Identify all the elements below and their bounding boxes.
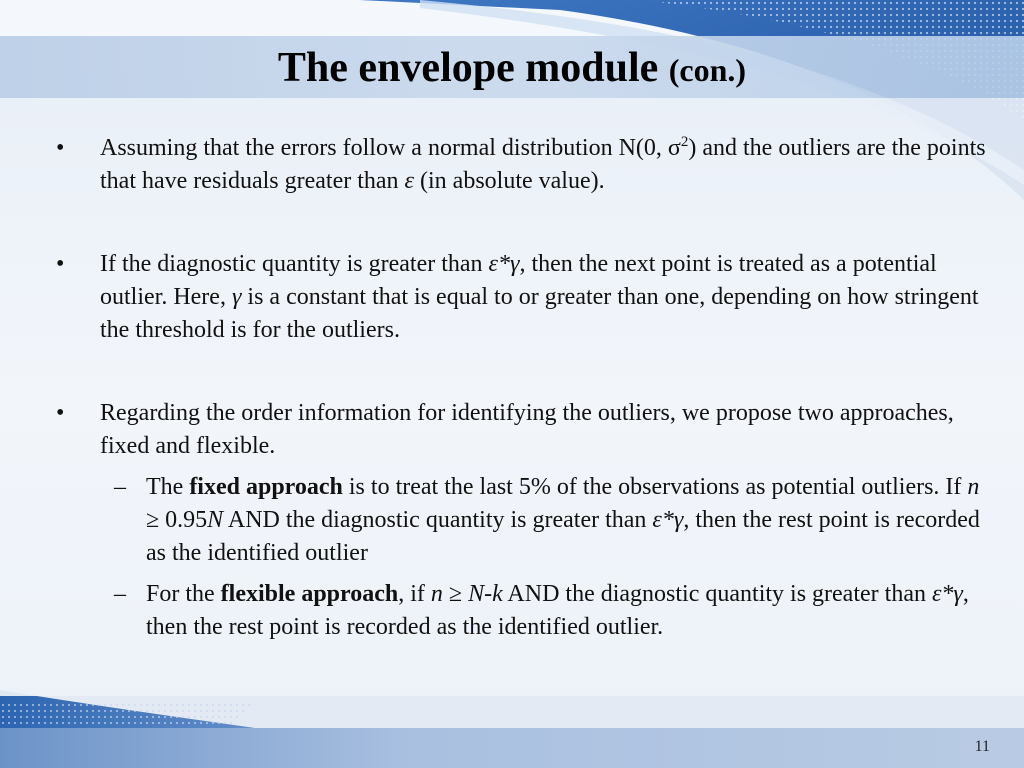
footer-band: [0, 728, 1024, 768]
superscript: 2: [680, 134, 689, 150]
italic-symbol: ε*γ: [488, 251, 520, 277]
text-run: Regarding the order information for identifying the outliers, we propose two approaches, fixed and flexible.: [100, 400, 954, 459]
page-number: 11: [974, 738, 990, 755]
italic-symbol: γ: [231, 284, 242, 310]
subbullet-item-1: [56, 471, 986, 570]
italic-symbol: N-k: [468, 581, 503, 607]
text-run: Assuming that the errors follow a normal distribution N(0, σ: [100, 135, 681, 161]
text-run: For the: [146, 581, 221, 607]
italic-symbol: ε: [404, 168, 415, 194]
text-run: is a constant that is equal to or greater than one, depending on how stringent the threshold is for the outliers.: [100, 284, 979, 343]
bold-term: fixed approach: [189, 474, 343, 500]
text-run: The: [146, 474, 190, 500]
bullet-item-2: [56, 248, 986, 347]
text-run: (in absolute value).: [414, 168, 605, 194]
italic-symbol: N: [207, 507, 224, 533]
italic-symbol: n: [430, 581, 443, 607]
text-run: , then the next point is treated as a potential outlier. Here,: [100, 251, 937, 310]
bullet-dot: •: [56, 135, 65, 161]
subbullet-item-2: [56, 578, 986, 644]
slide-title-suffix: (con.): [668, 52, 747, 88]
text-run: is to treat the last 5% of the observations as potential outliers. If: [342, 474, 968, 500]
bullet-item-1: [56, 132, 986, 198]
bullet-text: [100, 397, 986, 463]
subbullet-text: [146, 578, 986, 644]
text-run: , then the rest point is recorded as the identified outlier: [146, 507, 980, 566]
italic-symbol: ε*γ: [652, 507, 684, 533]
bullet-dot: •: [56, 400, 65, 426]
bullet-list: [56, 132, 986, 694]
text-run: ≥ 0.95: [146, 507, 208, 533]
bullet-item-3: [56, 397, 986, 644]
bullet-text: [100, 248, 986, 347]
italic-symbol: n: [967, 474, 980, 500]
text-run: AND the diagnostic quantity is greater than: [502, 581, 932, 607]
text-run: , if: [398, 581, 431, 607]
subbullet-text: [146, 471, 986, 570]
text-run: , then the rest point is recorded as the identified outlier.: [146, 581, 969, 640]
italic-symbol: ε*γ: [931, 581, 963, 607]
bold-term: flexible approach: [220, 581, 399, 607]
subbullet-dash: –: [114, 474, 126, 500]
subbullet-dash: –: [114, 581, 126, 607]
slide-title-main: The envelope module: [277, 45, 659, 91]
bullet-dot: •: [56, 251, 65, 277]
text-run: ≥: [442, 581, 469, 607]
slide-title: [0, 40, 1024, 98]
text-run: If the diagnostic quantity is greater than: [100, 251, 489, 277]
text-run: AND the diagnostic quantity is greater than: [223, 507, 653, 533]
text-run: ) and the outliers are the points that have residuals greater than: [100, 135, 986, 194]
bullet-text: [100, 132, 986, 198]
